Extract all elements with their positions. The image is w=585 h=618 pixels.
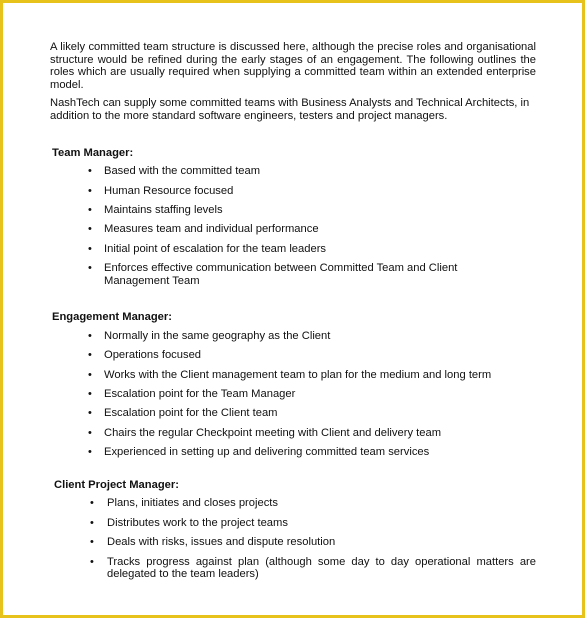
- bullet-icon: •: [88, 426, 92, 439]
- bullet-icon: •: [88, 184, 92, 197]
- list-item: • Deals with risks, issues and dispute resolution: [90, 536, 336, 549]
- list-item: • Plans, initiates and closes projects: [90, 497, 279, 510]
- list-item: • Escalation point for the Client team: [88, 407, 278, 420]
- list-item: • Operations focused: [88, 349, 202, 362]
- bullet-icon: •: [90, 555, 94, 568]
- section-title: Team Manager:: [52, 146, 134, 159]
- bullet-icon: •: [90, 536, 94, 549]
- bullet-icon: •: [88, 407, 92, 420]
- bullet-list: [50, 330, 536, 459]
- bullet-icon: •: [88, 446, 92, 459]
- bullet-list: [50, 497, 536, 580]
- list-item: • Works with the Client management team to plan for the medium and long term: [88, 368, 492, 381]
- list-item: • Based with the committed team: [88, 165, 261, 178]
- bullet-icon: •: [88, 349, 92, 362]
- section-engagement-manager: [50, 311, 536, 459]
- list-item: • Human Resource focused: [88, 184, 234, 197]
- bullet-icon: •: [88, 203, 92, 216]
- bullet-list: [50, 165, 536, 287]
- bullet-icon: •: [88, 368, 92, 381]
- section-client-project-manager: [50, 479, 536, 581]
- bullet-icon: •: [90, 516, 94, 529]
- list-item: • Normally in the same geography as the Client: [88, 329, 331, 342]
- intro-paragraph-1: A likely committed team structure is discussed here, although the precise roles and organisational structure would be refined during the early stages of an engagement. The following outlines the roles which are usually required when supplying a committed team within an extended enterprise model.: [50, 41, 536, 91]
- list-item: • Chairs the regular Checkpoint meeting with Client and delivery team: [88, 426, 442, 439]
- list-item: • Enforces effective communication between Committed Team and Client Management Team: [88, 262, 458, 287]
- document-body: [50, 41, 536, 581]
- list-item: • Distributes work to the project teams: [90, 516, 288, 529]
- list-item: • Escalation point for the Team Manager: [88, 388, 296, 401]
- section-title: Engagement Manager:: [52, 311, 172, 324]
- section-team-manager: [50, 147, 536, 288]
- bullet-icon: •: [88, 329, 92, 342]
- list-item: • Tracks progress against plan (although some day to day operational matters are delegated to the team leaders): [90, 555, 536, 581]
- section-title: Client Project Manager:: [54, 478, 179, 491]
- bullet-icon: •: [88, 388, 92, 401]
- bullet-icon: •: [88, 223, 92, 236]
- list-item: • Maintains staffing levels: [88, 203, 223, 216]
- list-item: • Measures team and individual performance: [88, 223, 319, 236]
- list-item: • Experienced in setting up and delivering committed team services: [88, 446, 430, 459]
- bullet-icon: •: [88, 262, 92, 275]
- bullet-icon: •: [88, 242, 92, 255]
- bullet-icon: •: [90, 497, 94, 510]
- bullet-icon: •: [88, 165, 92, 178]
- list-item: • Initial point of escalation for the team leaders: [88, 242, 327, 255]
- intro-paragraph-2: NashTech can supply some committed teams with Business Analysts and Technical Architects, in addition to the more standard software engineers, testers and project managers.: [50, 97, 530, 122]
